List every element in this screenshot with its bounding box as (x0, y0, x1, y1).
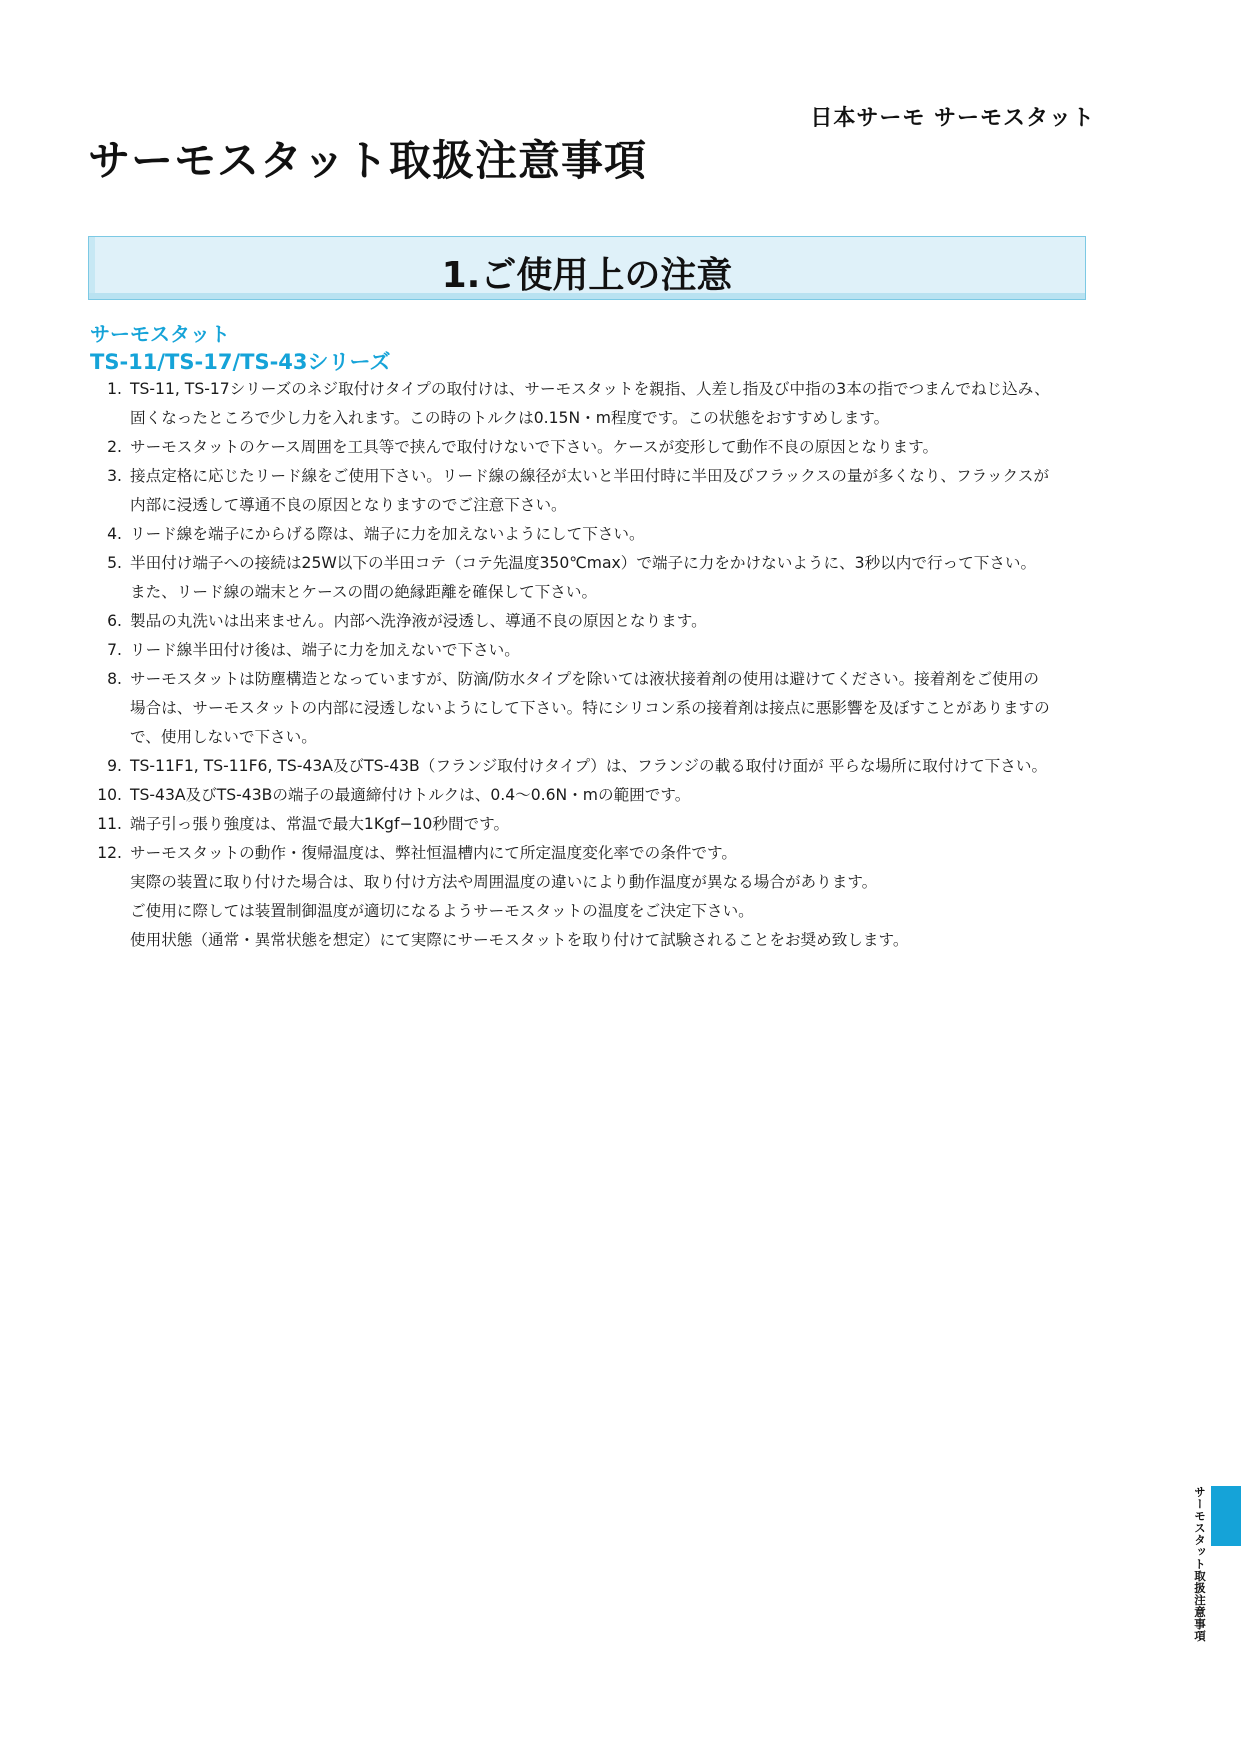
note-text (130, 375, 1098, 433)
note-item (88, 375, 1098, 433)
note-number: 6. (107, 612, 122, 630)
note-item (88, 810, 1098, 839)
note-item (88, 462, 1098, 520)
note-line: 製品の丸洗いは出来ません。内部へ洗浄液が浸透し、導通不良の原因となります。 (130, 612, 707, 630)
note-line: 固くなったところで少し力を入れます。この時のトルクは0.15N・m程度です。この状態をおすすめします。 (130, 409, 890, 427)
note-number: 11. (97, 815, 122, 833)
note-text (130, 810, 1098, 839)
note-text (130, 520, 1098, 549)
note-text (130, 549, 1098, 607)
note-number: 12. (97, 844, 122, 862)
note-number: 5. (107, 554, 122, 572)
note-text (130, 839, 1098, 955)
notes-list (88, 375, 1098, 955)
note-line: 接点定格に応じたリード線をご使用下さい。リード線の線径が太いと半田付時に半田及びフラックスの量が多くなり、フラックスが (130, 467, 1050, 485)
note-number: 3. (107, 467, 122, 485)
note-item (88, 549, 1098, 607)
note-text (130, 636, 1098, 665)
note-number: 1. (107, 380, 122, 398)
note-item (88, 781, 1098, 810)
section-title: 1.ご使用上の注意 (441, 255, 733, 296)
note-line: TS-43A及びTS-43Bの端子の最適締付けトルクは、0.4〜0.6N・mの範囲です。 (130, 786, 691, 804)
note-line: リード線半田付け後は、端子に力を加えないで下さい。 (130, 641, 520, 659)
note-line: また、リード線の端末とケースの間の絶縁距離を確保して下さい。 (130, 583, 598, 601)
page-title: サーモスタット取扱注意事項 (88, 136, 648, 185)
note-line: サーモスタットのケース周囲を工具等で挟んで取付けないで下さい。ケースが変形して動作不良の原因となります。 (130, 438, 939, 456)
note-text (130, 462, 1098, 520)
note-line: サーモスタットは防塵構造となっていますが、防滴/防水タイプを除いては液状接着剤の使用は避けてください。接着剤をご使用の (130, 670, 1039, 688)
note-item (88, 752, 1098, 781)
note-text (130, 781, 1098, 810)
note-text (130, 607, 1098, 636)
note-text (130, 665, 1098, 752)
note-line: 半田付け端子への接続は25W以下の半田コテ（コテ先温度350℃max）で端子に力をかけないように、3秒以内で行って下さい。 (130, 554, 1037, 572)
note-line: TS-11, TS-17シリーズのネジ取付けタイプの取付けは、サーモスタットを親指、人差し指及び中指の3本の指でつまんでねじ込み、 (130, 380, 1050, 398)
note-item (88, 839, 1098, 955)
note-item (88, 607, 1098, 636)
brand-label: 日本サーモ サーモスタット (810, 106, 1095, 131)
note-number: 7. (107, 641, 122, 659)
note-item (88, 520, 1098, 549)
note-text (130, 752, 1098, 781)
note-line: 場合は、サーモスタットの内部に浸透しないようにして下さい。特にシリコン系の接着剤は接点に悪影響を及ぼすことがありますの (130, 699, 1050, 717)
note-number: 10. (97, 786, 122, 804)
side-index-tab (1211, 1486, 1241, 1546)
note-line: ご使用に際しては装置制御温度が適切になるようサーモスタットの温度をご決定下さい。 (130, 902, 754, 920)
note-line: 実際の装置に取り付けた場合は、取り付け方法や周囲温度の違いにより動作温度が異なる場合があります。 (130, 873, 878, 891)
note-item (88, 433, 1098, 462)
note-number: 9. (107, 757, 122, 775)
note-number: 2. (107, 438, 122, 456)
note-item (88, 636, 1098, 665)
side-index-label: サーモスタット取扱注意事項 (1193, 1486, 1207, 1642)
note-line: サーモスタットの動作・復帰温度は、弊社恒温槽内にて所定温度変化率での条件です。 (130, 844, 737, 862)
note-line: 内部に浸透して導通不良の原因となりますのでご注意下さい。 (130, 496, 567, 514)
note-number: 8. (107, 670, 122, 688)
note-line: TS-11F1, TS-11F6, TS-43A及びTS-43B（フランジ取付けタイプ）は、フランジの載る取付け面が 平らな場所に取付けて下さい。 (130, 757, 1048, 775)
series-name: TS-11/TS-17/TS-43シリーズ (90, 350, 391, 374)
series-category: サーモスタット (90, 322, 230, 346)
note-number: 4. (107, 525, 122, 543)
note-line: 端子引っ張り強度は、常温で最大1Kgf−10秒間です。 (130, 815, 510, 833)
section-header-box (88, 236, 1086, 300)
note-line: 使用状態（通常・異常状態を想定）にて実際にサーモスタットを取り付けて試験されることをお奨め致します。 (130, 931, 909, 949)
note-text (130, 433, 1098, 462)
note-line: リード線を端子にからげる際は、端子に力を加えないようにして下さい。 (130, 525, 645, 543)
note-item (88, 665, 1098, 752)
note-line: で、使用しないで下さい。 (130, 728, 317, 746)
